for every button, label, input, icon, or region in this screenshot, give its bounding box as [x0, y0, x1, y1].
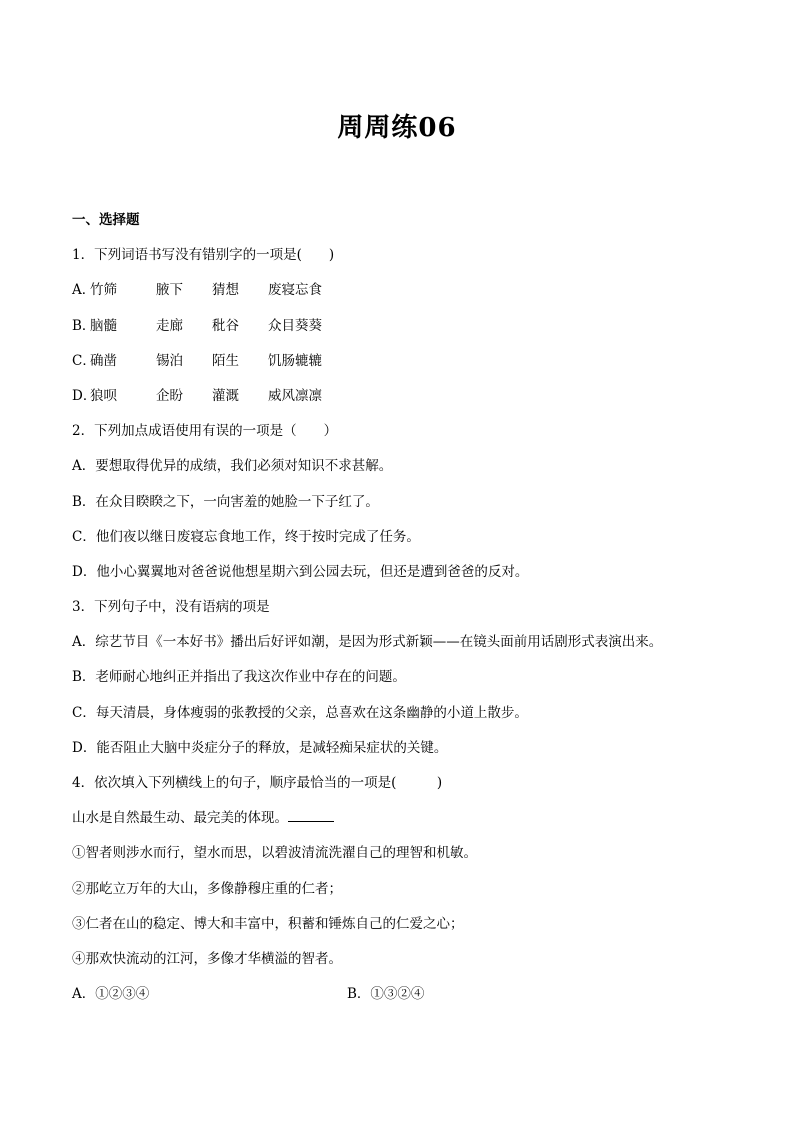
option-word: 腋下: [156, 282, 183, 299]
option-word: 走廊: [156, 317, 183, 334]
option-word: 猜想: [212, 282, 239, 299]
option-word: 脑髓: [90, 317, 117, 334]
option-word: 企盼: [156, 387, 183, 404]
option-word: 众目葵葵: [268, 317, 322, 334]
document-body: [72, 203, 732, 1012]
option-label: C．: [72, 352, 96, 369]
q4-sentence-3: ③仁者在山的稳定、博大和丰富中，积蓄和锤炼自己的仁爱之心；: [72, 915, 464, 932]
q4-sentence-2: ②那屹立万年的大山，多像静穆庄重的仁者；: [72, 880, 342, 897]
option-word: 陌生: [212, 352, 239, 369]
q2-option-a[interactable]: A．要想取得优异的成绩，我们必须对知识不求甚解。: [72, 458, 393, 475]
option-word: 废寝忘食: [268, 282, 322, 299]
q4-sentence-4: ④那欢快流动的江河，多像才华横溢的智者。: [72, 950, 342, 967]
option-word: 威风凛凛: [268, 387, 322, 404]
q1-option-d[interactable]: [72, 379, 732, 414]
q2-option-b[interactable]: B．在众目睽睽之下，一向害羞的她脸一下子红了。: [72, 493, 379, 510]
question-3-stem: 3．下列句子中，没有语病的项是: [72, 599, 270, 616]
q4-sentence-1: ①智者则涉水而行，望水而思，以碧波清流洗濯自己的理智和机敏。: [72, 845, 477, 862]
q1-option-b[interactable]: [72, 309, 732, 344]
option-word: 狼呗: [90, 387, 117, 404]
option-word: 竹筛: [90, 282, 117, 299]
q3-option-b[interactable]: B．老师耐心地纠正并指出了我这次作业中存在的问题。: [72, 669, 406, 686]
q4-option-a[interactable]: A．①②③④: [72, 986, 150, 1003]
option-word: 饥肠辘辘: [268, 352, 322, 369]
page-title: 周周练06: [337, 113, 457, 143]
question-4-stem: 4．依次填入下列横线上的句子，顺序最恰当的一项是( ): [72, 775, 443, 791]
q3-option-a[interactable]: A．综艺节目《一本好书》播出后好评如潮，是因为形式新颖——在镜头面前用话剧形式表演出来。: [72, 634, 663, 651]
q3-option-c[interactable]: C．每天清晨，身体瘦弱的张教授的父亲，总喜欢在这条幽静的小道上散步。: [72, 704, 528, 721]
option-label: D．: [72, 387, 97, 404]
q4-options-row: [72, 977, 732, 1012]
question-1-stem: 1．下列词语书写没有错别字的一项是( ): [72, 247, 335, 264]
question-2-stem: 2．下列加点成语使用有误的一项是（ ）: [72, 423, 338, 440]
option-label: B．: [72, 317, 96, 334]
q2-option-d[interactable]: D．他小心翼翼地对爸爸说他想星期六到公园去玩，但还是遭到爸爸的反对。: [72, 563, 529, 580]
option-label: A．: [72, 282, 96, 299]
option-word: 秕谷: [212, 317, 239, 334]
q3-option-d[interactable]: D．能否阻止大脑中炎症分子的释放，是减轻痴呆症状的关键。: [72, 739, 448, 756]
q1-option-c[interactable]: [72, 344, 732, 379]
q1-option-a[interactable]: [72, 273, 732, 308]
q4-lead-text: 山水是自然最生动、最完美的体现。: [72, 810, 288, 827]
option-word: 确凿: [90, 352, 117, 369]
fill-in-blank: [288, 809, 334, 822]
q4-lead-sentence: [72, 801, 732, 836]
q2-option-c[interactable]: C．他们夜以继日废寝忘食地工作，终于按时完成了任务。: [72, 528, 420, 545]
section-heading: 一、选择题: [72, 212, 140, 228]
option-word: 锡泊: [156, 352, 183, 369]
q4-option-b[interactable]: B．①③②④: [347, 986, 425, 1003]
option-word: 灌溉: [212, 387, 239, 404]
